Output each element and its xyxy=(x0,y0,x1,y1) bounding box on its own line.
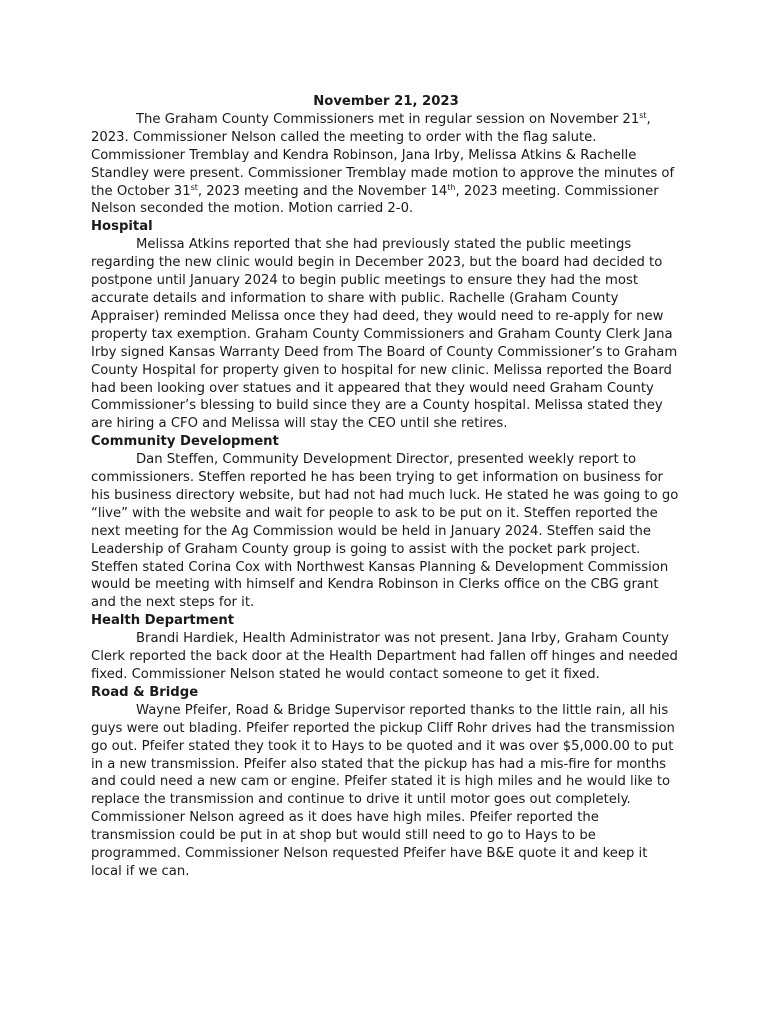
document-page xyxy=(91,93,681,881)
intro-text-3: , 2023 meeting and the November 14 xyxy=(197,183,448,199)
section-heading-road-bridge: Road & Bridge xyxy=(91,684,199,700)
section-body-health-department: Brandi Hardiek, Health Administrator was not present. Jana Irby, Graham County Clerk reported the back door at the Health Department had fallen off hinges and needed fixed. Commissioner Nelson stated he would contact someone to get it fixed. xyxy=(91,631,678,682)
section-heading-hospital: Hospital xyxy=(91,219,153,235)
intro-sup-1: st xyxy=(639,110,647,120)
section-body-community-development: Dan Steffen, Community Development Director, presented weekly report to commissioners. Steffen reported he has been trying to get information on business for his business directory website, but had not had much luck. He stated he was going to go “live” with the website and wait for people to ask to be put on it. Steffen reported the next meeting for the Ag Commission would be held in January 2024. Steffen said the Leadership of Graham County group is going to assist with the pocket park project. Steffen stated Corina Cox with Northwest Kansas Planning & Development Commission would be meeting with himself and Kendra Robinson in Clerks office on the CBG grant and the next steps for it. xyxy=(91,452,679,611)
intro-sup-2: st xyxy=(190,182,198,192)
intro-paragraph xyxy=(91,111,681,218)
section-heading-health-department: Health Department xyxy=(91,613,235,629)
section-body-hospital: Melissa Atkins reported that she had previously stated the public meetings regarding the new clinic would begin in December 2023, but the board had decided to postpone until January 2024 to begin public meetings to ensure they had the most accurate details and information to share with public. Rachelle (Graham County Appraiser) reminded Melissa once they had deed, they would need to re-apply for new property tax exemption. Graham County Commissioners and Graham County Clerk Jana Irby signed Kansas Warranty Deed from The Board of County Commissioner’s to Graham County Hospital for property given to hospital for new clinic. Melissa reported the Board had been looking over statues and it appeared that they would need Graham County Commissioner’s blessing to build since they are a County hospital. Melissa stated they are hiring a CFO and Melissa will stay the CEO until she retires. xyxy=(91,237,678,432)
intro-text-4: , 2023 meeting. Commissioner Nelson seconded the motion. Motion carried 2-0. xyxy=(91,183,659,217)
meeting-date-title: November 21, 2023 xyxy=(313,94,459,109)
section-body-road-bridge: Wayne Pfeifer, Road & Bridge Supervisor reported thanks to the little rain, all his guys were out blading. Pfeifer reported the pickup Cliff Rohr drives had the transmission go out. Pfeifer stated they took it to Hays to be quoted and it was over $5,000.00 to put in a new transmission. Pfeifer also stated that the pickup has had a mis-fire for months and could need a new cam or engine. Pfeifer stated it is high miles and he would like to replace the transmission and continue to drive it until motor goes out completely. Commissioner Nelson agreed as it does have high miles. Pfeifer reported the transmission could be put in at shop but would still need to go to Hays to be programmed. Commissioner Nelson requested Pfeifer have B&E quote it and keep it local if we can. xyxy=(91,702,675,879)
intro-text-2: , 2023. Commissioner Nelson called the meeting to order with the flag salute. Commissioner Tremblay and Kendra Robinson, Jana Irby, Melissa Atkins & Rachelle Standley were present. Commissioner Tremblay made motion to approve the minutes of the October 31 xyxy=(91,111,675,199)
intro-text-1: The Graham County Commissioners met in regular session on November 21 xyxy=(136,111,640,127)
intro-sup-3: th xyxy=(447,182,456,192)
section-heading-community-development: Community Development xyxy=(91,434,279,450)
